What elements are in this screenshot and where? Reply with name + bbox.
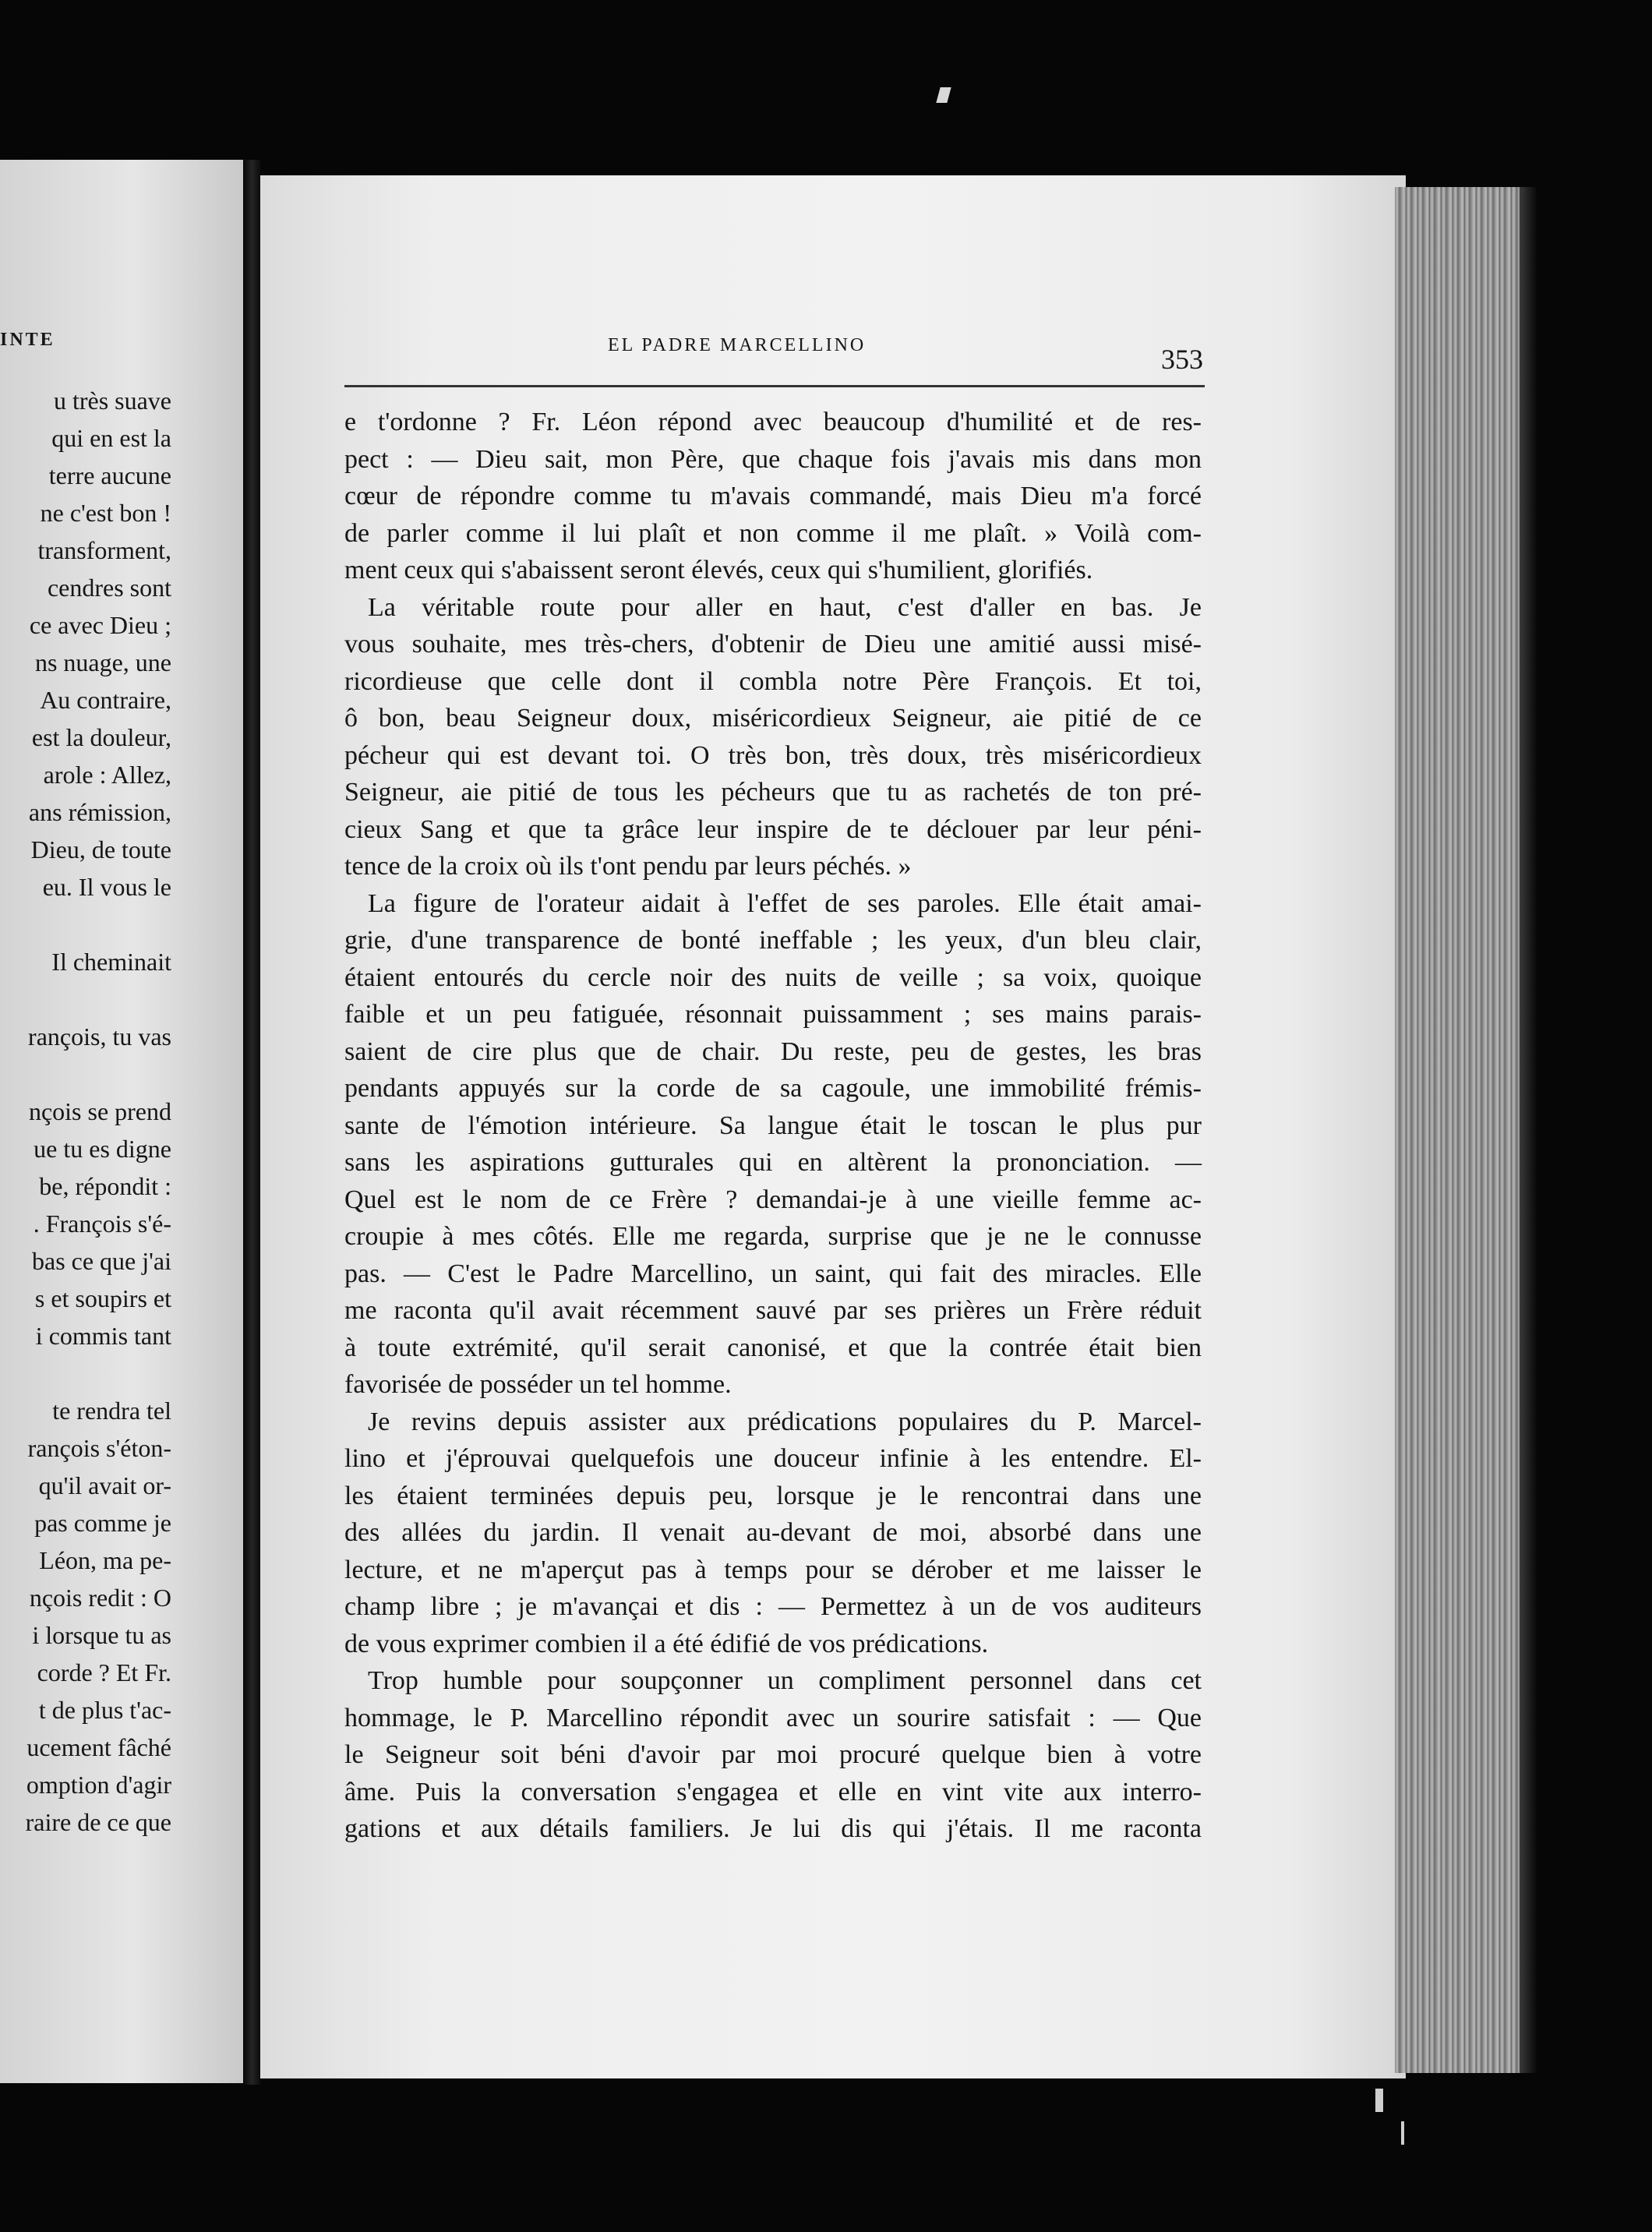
left-text-line: i commis tant [35,1322,171,1350]
text-line: pendants appuyés sur la corde de sa cagoule, une immobilité frémis- [344,1074,1202,1103]
left-text-line: be, répondit : [39,1172,171,1200]
text-line: sante de l'émotion intérieure. Sa langue était le toscan le plus pur [344,1111,1202,1140]
left-text-line: rançois, tu vas [28,1022,171,1051]
left-text-line: eu. Il vous le [42,873,171,901]
text-line: ment ceux qui s'abaissent seront élevés, ceux qui s'humilient, glorifiés. [344,556,1093,584]
header-rule [344,385,1205,387]
left-text-line: ans rémission, [28,798,171,826]
text-line: me raconta qu'il avait récemment sauvé par ses prières un Frère réduit [344,1296,1202,1325]
page-number: 353 [1161,344,1203,375]
text-line: e t'ordonne ? Fr. Léon répond avec beaucoup d'humilité et de res- [344,408,1202,436]
left-text-line: ns nuage, une [34,648,171,676]
left-text-line: nçois se prend [28,1097,171,1125]
left-text-line: est la douleur, [31,723,171,751]
text-line: cieux Sang et que ta grâce leur inspire de te déclouer par leur péni- [344,814,1202,844]
left-text-line: u très suave [53,387,171,415]
left-running-head: INTE [0,330,55,350]
left-text-line: terre aucune [48,461,171,489]
left-text-line: ue tu es digne [34,1135,171,1163]
book-gutter [243,160,260,2085]
text-line: le Seigneur soit béni d'avoir par moi procuré quelque bien à votre [344,1740,1202,1769]
left-text-line: Dieu, de toute [30,835,171,863]
left-text-line: t de plus t'ac- [38,1696,171,1724]
text-line: les étaient terminées depuis peu, lorsque je le rencontrai dans une [344,1481,1202,1510]
text-line: à toute extrémité, qu'il serait canonisé, et que la contrée était bien [344,1333,1202,1362]
text-line: Quel est le nom de ce Frère ? demandai-je à une vieille femme ac- [344,1185,1202,1214]
left-text-line: qui en est la [51,424,171,452]
text-line: gations et aux détails familiers. Je lui dis qui j'étais. Il me raconta [344,1814,1202,1843]
text-line: lecture, et ne m'aperçut pas à temps pour se dérober et me laisser le [344,1555,1202,1584]
text-line: Je revins depuis assister aux prédications populaires du P. Marcel- [368,1407,1202,1436]
text-line: de parler comme il lui plaît et non comme il me plaît. » Voilà com- [344,518,1202,548]
left-text-line: nçois redit : O [29,1584,171,1612]
text-line: pect : — Dieu sait, mon Père, que chaque fois j'avais mis dans mon [344,444,1202,474]
text-line: sans les aspirations gutturales qui en altèrent la prononciation. — [344,1148,1202,1177]
left-text-line: Au contraire, [40,686,171,714]
left-text-line: Il cheminait [51,948,171,976]
left-text-line: Léon, ma pe- [39,1546,171,1574]
text-line: La figure de l'orateur aidait à l'effet de ses paroles. Elle était amai- [368,888,1202,918]
left-text-line: ne c'est bon ! [40,499,171,527]
text-line: lino et j'éprouvai quelquefois une douceur infinie à les entendre. El- [344,1444,1202,1473]
left-text-line: ucement fâché [26,1733,171,1761]
text-line: vous souhaite, mes très-chers, d'obtenir de Dieu une amitié aussi misé- [344,630,1202,659]
left-text-line: pas comme je [34,1509,171,1537]
text-line: La véritable route pour aller en haut, c'est d'aller en bas. Je [368,592,1202,622]
scan-speck [1375,2089,1383,2112]
text-line: de vous exprimer combien il a été édifié de vos prédications. [344,1629,989,1658]
left-text-line: transforment, [37,536,171,564]
left-text-line: arole : Allez, [43,761,171,789]
scan-speck [1401,2121,1404,2145]
text-line: tence de la croix où ils t'ont pendu par leurs péchés. » [344,852,912,881]
left-text-line: . François s'é- [33,1210,171,1238]
left-text-line: i lorsque tu as [32,1621,171,1649]
text-line: saient de cire plus que de chair. Du reste, peu de gestes, les bras [344,1037,1202,1066]
left-text-line: omption d'agir [26,1771,171,1799]
text-line: faible et un peu fatiguée, résonnait puissamment ; ses mains parais- [344,1000,1202,1029]
left-text-line: rançois s'éton- [27,1434,171,1462]
left-text-line: te rendra tel [52,1397,171,1425]
left-text-line: s et soupirs et [34,1284,171,1312]
text-line: ô bon, beau Seigneur doux, miséricordieux Seigneur, aie pitié de ce [344,704,1202,733]
text-line: des allées du jardin. Il venait au-devant de moi, absorbé dans une [344,1518,1202,1547]
text-line: pas. — C'est le Padre Marcellino, un saint, qui fait des miracles. Elle [344,1259,1202,1288]
text-line: croupie à mes côtés. Elle me regarda, surprise que je ne le connusse [344,1222,1202,1251]
left-text-line: bas ce que j'ai [31,1247,171,1275]
text-line: grie, d'une transparence de bonté ineffable ; les yeux, d'un bleu clair, [344,926,1202,955]
left-page [0,160,243,2083]
left-text-line: corde ? Et Fr. [37,1658,171,1686]
page-edges [1395,187,1520,2073]
left-text-line: qu'il avait or- [38,1471,171,1499]
left-text-line: raire de ce que [25,1808,171,1836]
text-line: âme. Puis la conversation s'engagea et elle en vint vite aux interro- [344,1777,1202,1806]
scan-speck [936,87,951,103]
text-line: étaient entourés du cercle noir des nuits de veille ; sa voix, quoique [344,962,1202,992]
running-head: EL PADRE MARCELLINO [608,335,867,355]
body-text [344,404,1202,1848]
text-line: ricordieuse que celle dont il combla notre Père François. Et toi, [344,666,1202,696]
left-text-line: cendres sont [47,574,171,602]
text-line: champ libre ; je m'avançai et dis : — Permettez à un de vos auditeurs [344,1592,1202,1621]
text-line: Seigneur, aie pitié de tous les pécheurs que tu as rachetés de ton pré- [344,778,1202,807]
page-edge-shadow [1520,187,1537,2073]
text-line: pécheur qui est devant toi. O très bon, très doux, très miséricordieux [344,740,1202,770]
text-line: cœur de répondre comme tu m'avais commandé, mais Dieu m'a forcé [344,482,1202,510]
left-text-line: ce avec Dieu ; [29,611,171,639]
text-line: hommage, le P. Marcellino répondit avec un sourire satisfait : — Que [344,1703,1202,1732]
text-line: Trop humble pour soupçonner un compliment personnel dans cet [368,1666,1202,1695]
text-line: favorisée de posséder un tel homme. [344,1370,732,1399]
